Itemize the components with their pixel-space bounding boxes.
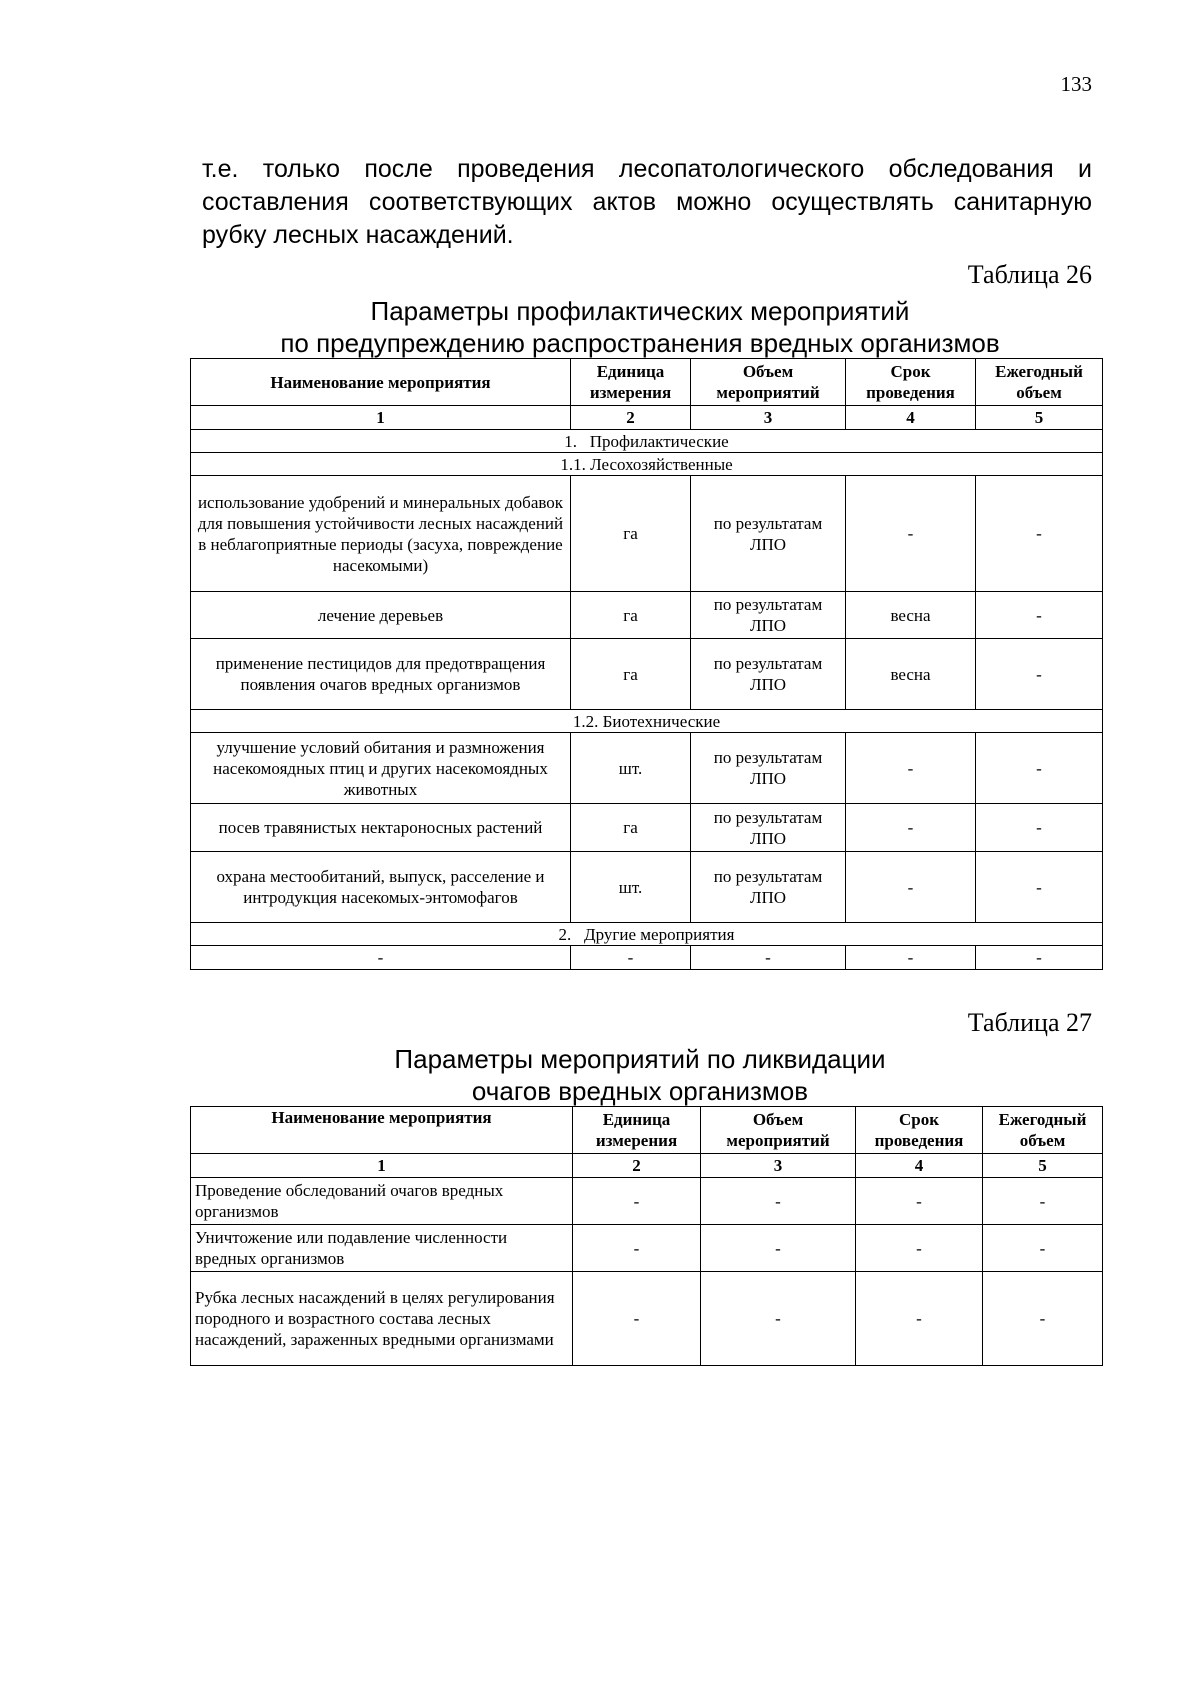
cell-term: -	[846, 946, 976, 970]
cell-unit: га	[571, 639, 691, 710]
table-row	[191, 804, 1103, 852]
header-unit: Единица измерения	[573, 1107, 701, 1154]
table-row	[191, 639, 1103, 710]
cell-measure: Рубка лесных насаждений в целях регулирования породного и возрастного состава лесных насаждений, зараженных вредными организмами	[191, 1272, 573, 1366]
cell-annual: -	[983, 1178, 1103, 1225]
cell-annual: -	[983, 1272, 1103, 1366]
cell-term: -	[856, 1272, 983, 1366]
cell-term: -	[856, 1178, 983, 1225]
table26-title-line2: по предупреждению распространения вредных организмов	[280, 328, 1000, 358]
cell-annual: -	[976, 804, 1103, 852]
cell-volume: по результатам ЛПО	[691, 852, 846, 923]
cell-volume: по результатам ЛПО	[691, 476, 846, 592]
col-number: 5	[983, 1154, 1103, 1178]
col-number: 3	[691, 406, 846, 430]
table27-column-numbers	[191, 1154, 1103, 1178]
table27-title	[190, 1043, 1090, 1107]
section-1-1-label: 1.1. Лесохозяйственные	[191, 453, 1103, 476]
table26-title	[190, 295, 1090, 359]
cell-volume: по результатам ЛПО	[691, 733, 846, 804]
cell-measure: охрана местообитаний, выпуск, расселение и интродукция насекомых-энтомофагов	[191, 852, 571, 923]
cell-annual: -	[976, 639, 1103, 710]
col-number: 3	[701, 1154, 856, 1178]
col-number: 1	[191, 1154, 573, 1178]
cell-unit: -	[571, 946, 691, 970]
section-row	[191, 923, 1103, 946]
header-annual: Ежегодный объем	[983, 1107, 1103, 1154]
cell-annual: -	[976, 946, 1103, 970]
table-row	[191, 1272, 1103, 1366]
cell-measure: применение пестицидов для предотвращения появления очагов вредных организмов	[191, 639, 571, 710]
cell-measure: Проведение обследований очагов вредных организмов	[191, 1178, 573, 1225]
cell-measure: посев травянистых нектароносных растений	[191, 804, 571, 852]
cell-term: -	[846, 733, 976, 804]
col-number: 4	[846, 406, 976, 430]
col-number: 4	[856, 1154, 983, 1178]
cell-measure: лечение деревьев	[191, 592, 571, 639]
section-row	[191, 710, 1103, 733]
cell-unit: га	[571, 592, 691, 639]
cell-volume: -	[701, 1178, 856, 1225]
header-term: Срок проведения	[856, 1107, 983, 1154]
header-volume: Объем мероприятий	[691, 359, 846, 406]
table26-caption: Таблица 26	[967, 260, 1092, 289]
table-row	[191, 852, 1103, 923]
intro-paragraph: т.е. только после проведения лесопатологического обследования и составления соответствующих актов можно осуществлять санитарную рубку лесных насаждений.	[202, 155, 1092, 249]
col-number: 5	[976, 406, 1103, 430]
cell-term: -	[846, 476, 976, 592]
table-row	[191, 592, 1103, 639]
cell-volume: по результатам ЛПО	[691, 592, 846, 639]
table27-header-row	[191, 1107, 1103, 1154]
cell-annual: -	[976, 476, 1103, 592]
cell-measure: Уничтожение или подавление численности вредных организмов	[191, 1225, 573, 1272]
cell-unit: -	[573, 1225, 701, 1272]
cell-term: весна	[846, 592, 976, 639]
section-1-label: 1. Профилактические	[191, 430, 1103, 453]
cell-volume: -	[701, 1225, 856, 1272]
table26-title-line1: Параметры профилактических мероприятий	[370, 296, 910, 326]
page-number: 133	[1060, 72, 1092, 96]
cell-measure: -	[191, 946, 571, 970]
header-term: Срок проведения	[846, 359, 976, 406]
cell-annual: -	[976, 852, 1103, 923]
cell-unit: га	[571, 804, 691, 852]
cell-annual: -	[976, 733, 1103, 804]
header-name: Наименование мероприятия	[191, 359, 571, 406]
header-name: Наименование мероприятия	[191, 1107, 573, 1154]
cell-unit: шт.	[571, 733, 691, 804]
section-2-label: 2. Другие мероприятия	[191, 923, 1103, 946]
cell-unit: -	[573, 1272, 701, 1366]
cell-term: весна	[846, 639, 976, 710]
col-number: 1	[191, 406, 571, 430]
cell-unit: -	[573, 1178, 701, 1225]
table-row	[191, 476, 1103, 592]
cell-measure: улучшение условий обитания и размножения насекомоядных птиц и других насекомоядных животных	[191, 733, 571, 804]
table27-title-line2: очагов вредных организмов	[471, 1076, 809, 1106]
col-number: 2	[573, 1154, 701, 1178]
cell-term: -	[856, 1225, 983, 1272]
header-annual: Ежегодный объем	[976, 359, 1103, 406]
table26-column-numbers	[191, 406, 1103, 430]
table26	[190, 358, 1103, 970]
table-row	[191, 1178, 1103, 1225]
cell-volume: по результатам ЛПО	[691, 804, 846, 852]
col-number: 2	[571, 406, 691, 430]
cell-measure: использование удобрений и минеральных добавок для повышения устойчивости лесных насаждений в неблагоприятные периоды (засуха, повреждение насекомыми)	[191, 476, 571, 592]
table27	[190, 1106, 1103, 1366]
cell-volume: -	[701, 1272, 856, 1366]
table-row	[191, 733, 1103, 804]
cell-unit: шт.	[571, 852, 691, 923]
cell-unit: га	[571, 476, 691, 592]
header-volume: Объем мероприятий	[701, 1107, 856, 1154]
cell-annual: -	[976, 592, 1103, 639]
table27-title-line1: Параметры мероприятий по ликвидации	[394, 1044, 886, 1074]
section-1-2-label: 1.2. Биотехнические	[191, 710, 1103, 733]
table-row	[191, 946, 1103, 970]
section-row	[191, 453, 1103, 476]
header-unit: Единица измерения	[571, 359, 691, 406]
section-row	[191, 430, 1103, 453]
cell-term: -	[846, 852, 976, 923]
cell-volume: по результатам ЛПО	[691, 639, 846, 710]
table26-header-row	[191, 359, 1103, 406]
table27-caption: Таблица 27	[967, 1008, 1092, 1037]
cell-volume: -	[691, 946, 846, 970]
table-row	[191, 1225, 1103, 1272]
cell-term: -	[846, 804, 976, 852]
cell-annual: -	[983, 1225, 1103, 1272]
